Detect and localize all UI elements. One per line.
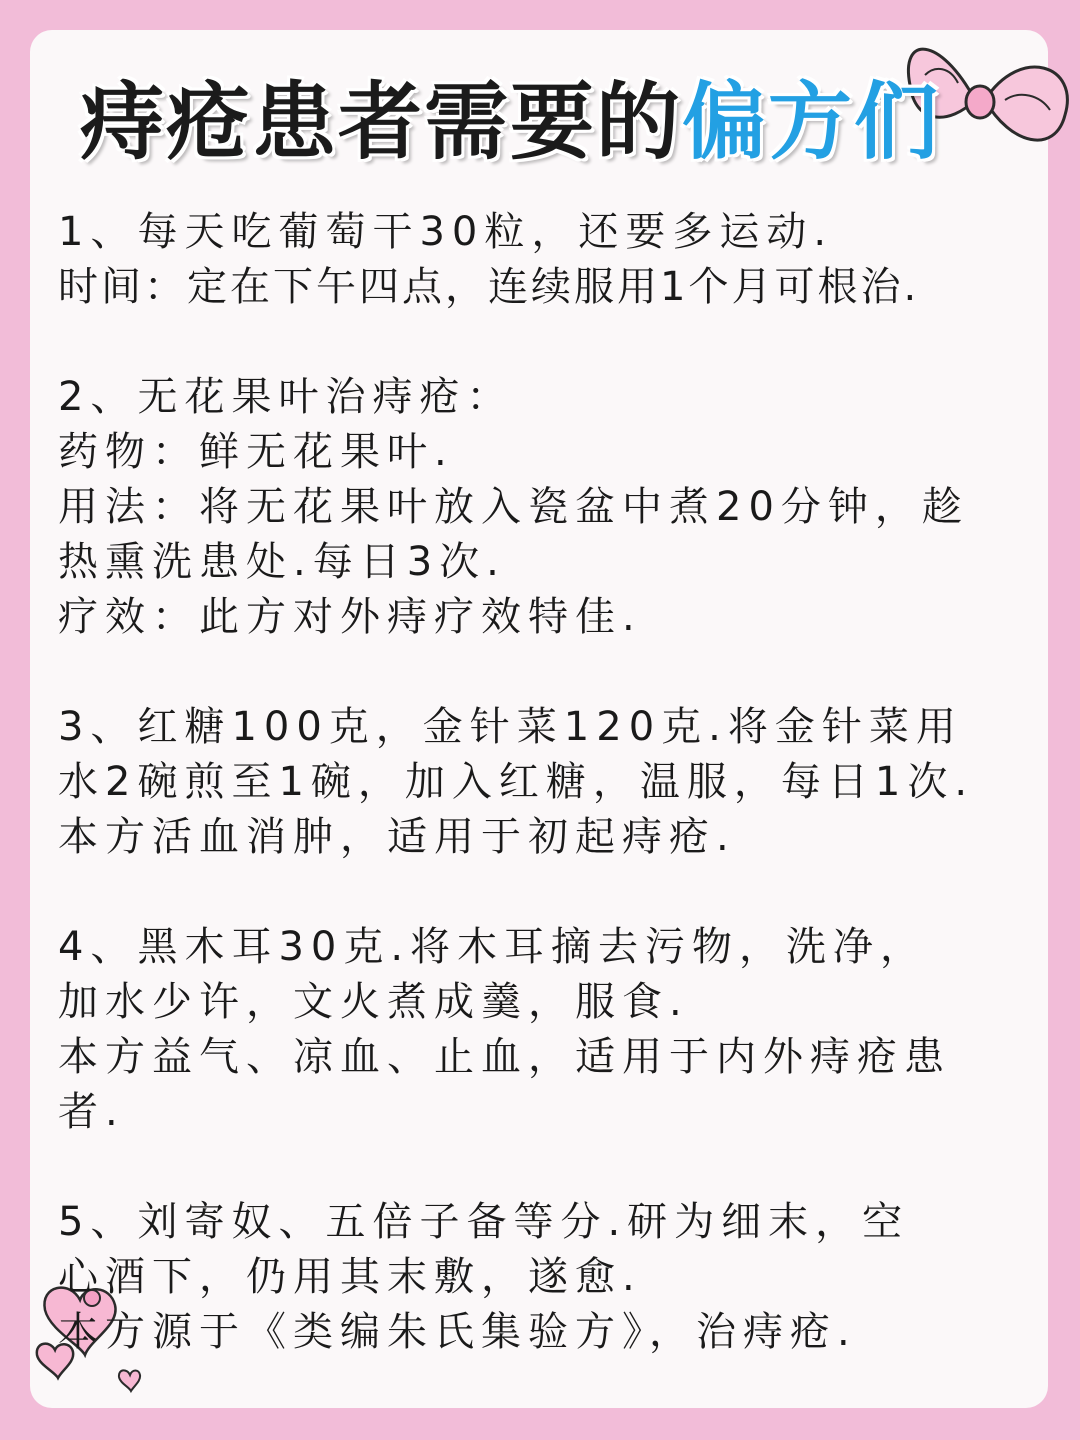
text-line: 2、无花果叶治痔疮： xyxy=(58,374,514,420)
text-line: 者. xyxy=(58,1089,125,1135)
text-line: 用法：将无花果叶放入瓷盆中煮20分钟，趁 xyxy=(58,484,969,530)
remedy-section-1 xyxy=(58,205,1048,315)
text-line: 本方源于《类编朱氏集验方》，治痔疮. xyxy=(58,1309,857,1355)
text-line: 时间：定在下午四点，连续服用1个月可根治. xyxy=(58,264,920,310)
remedy-section-3 xyxy=(58,700,1048,865)
remedy-section-4 xyxy=(58,920,1048,1140)
text-line: 药物：鲜无花果叶. xyxy=(58,429,454,475)
text-line: 疗效：此方对外痔疗效特佳. xyxy=(58,594,642,640)
text-line: 4、黑木耳30克.将木耳摘去污物，洗净， xyxy=(58,924,928,970)
text-line: 本方活血消肿，适用于初起痔疮. xyxy=(58,814,736,860)
text-line: 5、刘寄奴、五倍子备等分.研为细末，空 xyxy=(58,1199,910,1245)
title-highlight: 偏方们 xyxy=(682,73,941,171)
text-line: 加水少许，文火煮成羹，服食. xyxy=(58,979,689,1025)
text-line: 1、每天吃葡萄干30粒，还要多运动. xyxy=(58,209,834,255)
title-prefix: 痔疮患者需要的 xyxy=(80,73,683,171)
remedy-section-2 xyxy=(58,370,1048,645)
remedy-list xyxy=(58,205,1048,1360)
page-title xyxy=(80,72,1020,172)
remedy-section-5 xyxy=(58,1195,1048,1360)
text-line: 水2碗煎至1碗，加入红糖，温服，每日1次. xyxy=(58,759,975,805)
text-line: 本方益气、凉血、止血，适用于内外痔疮患 xyxy=(58,1034,951,1080)
text-line: 3、红糖100克，金针菜120克.将金针菜用 xyxy=(58,704,963,750)
text-line: 心酒下，仍用其末敷，遂愈. xyxy=(58,1254,642,1300)
text-line: 热熏洗患处.每日3次. xyxy=(58,539,506,585)
